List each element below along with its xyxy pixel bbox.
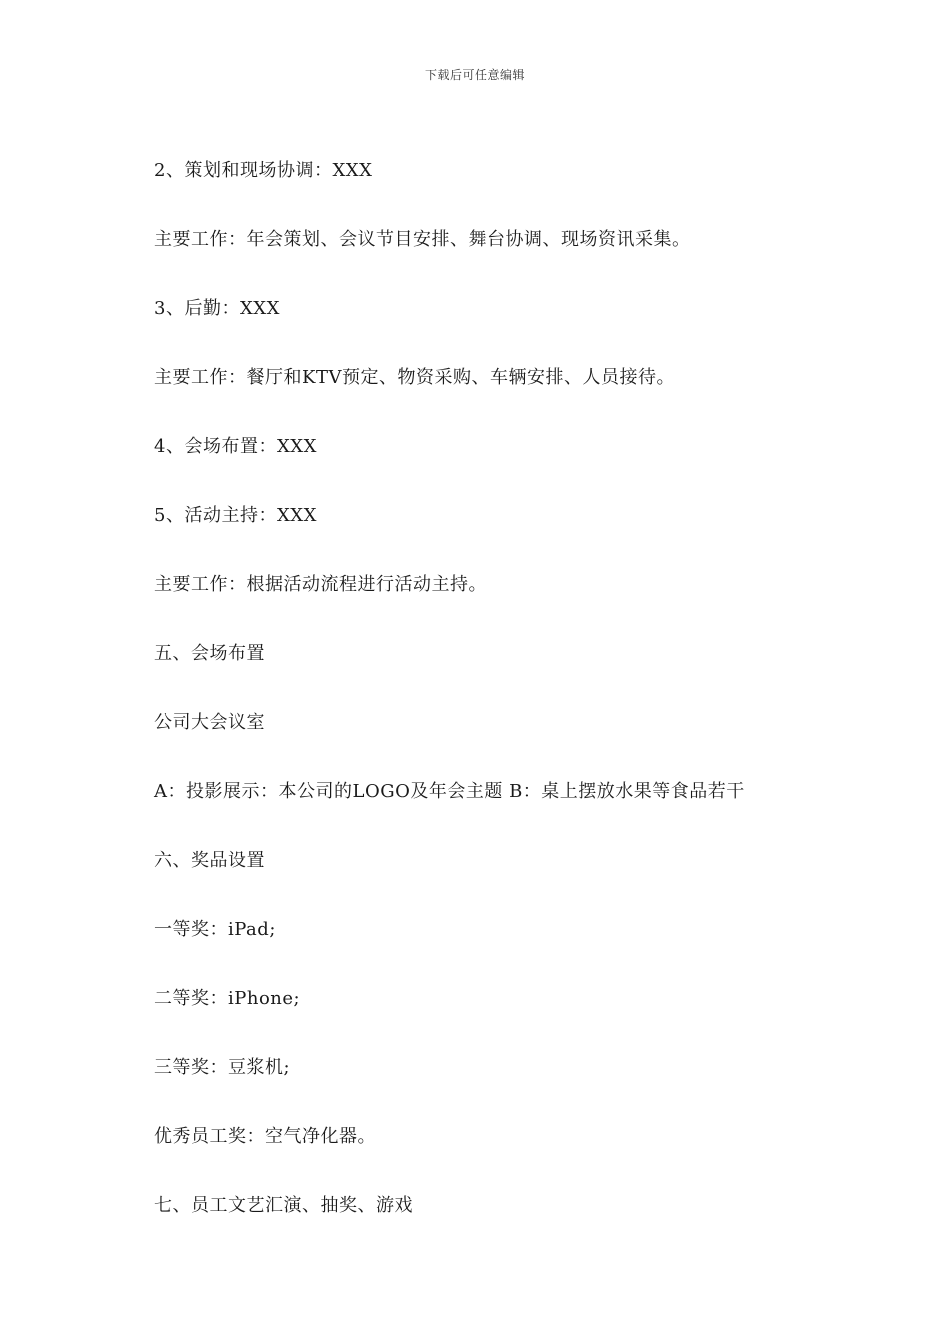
- prize-second: 二等奖：iPhone;: [154, 988, 301, 1009]
- section-item-host: 5、活动主持：XXX: [154, 505, 317, 526]
- planning-duties: 主要工作：年会策划、会议节目安排、舞台协调、现场资讯采集。: [154, 229, 691, 250]
- host-duties: 主要工作：根据活动流程进行活动主持。: [154, 574, 487, 595]
- heading-prizes: 六、奖品设置: [154, 850, 265, 871]
- section-item-logistics: 3、后勤：XXX: [154, 298, 280, 319]
- prize-excellent-employee: 优秀员工奖：空气净化器。: [154, 1126, 376, 1147]
- prize-third: 三等奖：豆浆机;: [154, 1057, 291, 1078]
- header-note: 下载后可任意编辑: [424, 68, 525, 82]
- venue-details: A：投影展示：本公司的LOGO及年会主题 B：桌上摆放水果等食品若干: [154, 781, 745, 802]
- heading-performances: 七、员工文艺汇演、抽奖、游戏: [154, 1195, 413, 1216]
- logistics-duties: 主要工作：餐厅和KTV预定、物资采购、车辆安排、人员接待。: [154, 367, 675, 388]
- venue-location: 公司大会议室: [154, 712, 265, 733]
- heading-venue-layout: 五、会场布置: [154, 643, 265, 664]
- section-item-planning: 2、策划和现场协调：XXX: [154, 160, 373, 181]
- document-body: [154, 156, 854, 1260]
- prize-first: 一等奖：iPad;: [154, 919, 276, 940]
- section-item-venue-setup: 4、会场布置：XXX: [154, 436, 317, 457]
